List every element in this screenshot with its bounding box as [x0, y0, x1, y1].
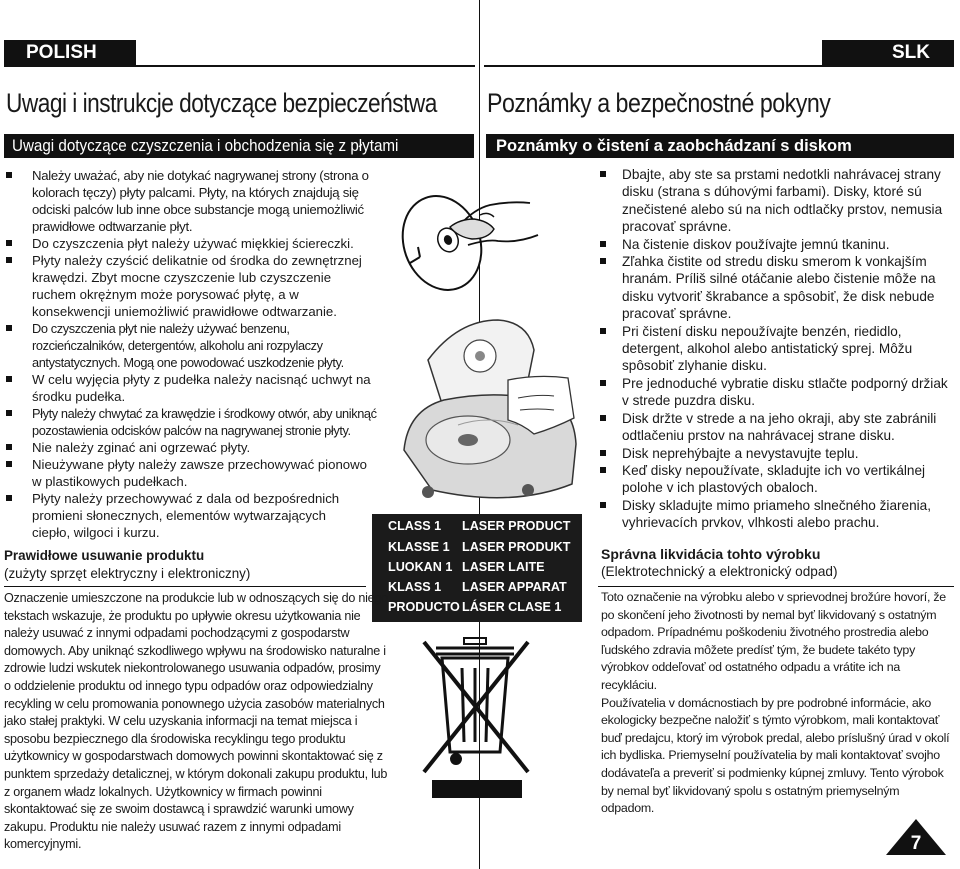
section-title-polish: [4, 134, 474, 158]
list-item: Do czyszczenia płyt nie należy używać benzenu, rozcieńczalników, detergentów, alkoholu ani rozpylaczy antystatycznych. Mogą one powodować uszkodzenie płyty.: [4, 320, 352, 371]
polish-bullet-list: [4, 167, 377, 541]
list-item: Disky skladujte mimo priameho slnečného žiarenia, vyhrievacích prvkov, vlhkosti alebo prachu.: [598, 497, 950, 532]
page-title-slovak: Poznámky a bezpečnostné pokyny: [487, 88, 831, 118]
list-item: Na čistenie diskov používajte jemnú tkaninu.: [598, 236, 950, 253]
disposal-paragraph: Používatelia v domácnostiach by pre podrobné informácie, ako ekologicky bezpečne naložiť s týmto výrobkom, mali kontaktovať buď predajcu, ktorý im výrobok predal, alebo príslušný úrad v okolí ich bydliska. Priemyselní používatelia by mali kontaktovať svojho dodávateľa a preveriť si podmienky kúpnej zmluvy. Tento výrobok by nemal byť likvidovaný spolu s ostatným priemyselným odpadom.: [601, 695, 950, 816]
list-item: Należy uważać, aby nie dotykać nagrywanej strony (strona o kolorach tęczy) płyty palcami. Płyty, na których znajdują się odciski palców lub inne obce substancje mogą uniemożliwić prawidłowe odtwarzanie płyt.: [4, 167, 378, 235]
disposal-body-polish: [4, 590, 389, 854]
disposal-rule-slovak: [598, 586, 954, 587]
disposal-title-slovak: Správna likvidácia tohto výrobku: [601, 546, 821, 562]
list-item: Pri čistení disku nepoužívajte benzén, riedidlo, detergent, alkohol alebo antistatický sprej. Môžu spôsobiť zlyhanie disku.: [598, 323, 950, 375]
disc-cleaning-illustration: [380, 185, 550, 315]
list-item: Disk neprehýbajte a nevystavujte teplu.: [598, 445, 950, 462]
crossed-out-wheelie-bin-icon: [420, 632, 535, 802]
page-title-polish: Uwagi i instrukcje dotyczące bezpieczeństwa: [6, 88, 437, 118]
laser-label-row: CLASS 1 LASER PRODUCT: [388, 519, 571, 533]
list-item: Płyty należy przechowywać z dala od bezpośrednich promieni słonecznych, elementów wytwarzających ciepło, wilgoci i kurzu.: [4, 490, 367, 541]
header-rule-left: [4, 65, 475, 67]
section-title-slovak: Poznámky o čistení a zaobchádzaní s diskom: [486, 134, 954, 158]
laser-label-row: KLASSE 1 LASER PRODUKT: [388, 540, 571, 554]
list-item: Disk držte v strede a na jeho okraji, aby ste zabránili odtlačeniu prstov na nahrávacej strane disku.: [598, 410, 950, 445]
disposal-body-slovak: [601, 589, 951, 818]
language-tab-slovak: SLK: [822, 40, 954, 65]
disposal-rule-polish: [4, 586, 366, 587]
disposal-paragraph: Toto označenie na výrobku alebo v sprievodnej brožúre hovorí, že po skončení jeho životnosti by nemal byť likvidovaný s ostatným odpadom. Prípadnému poškodeniu životného prostredia alebo ľudského zdravia môžete predísť tým, že budete takéto typy výrobkov oddeľovať od ostatného odpadu a vrátite ich na recykláciu.: [601, 590, 946, 692]
slovak-bullet-list: [598, 166, 950, 532]
list-item: W celu wyjęcia płyty z pudełka należy nacisnąć uchwyt na środku pudełka.: [4, 371, 377, 405]
header-rule-right: [484, 65, 954, 67]
page-number: 7: [910, 833, 922, 854]
disposal-paragraph: Oznaczenie umieszczone na produkcie lub w odnoszących się do niego tekstach wskazuje, że produktu po upływie okresu użytkowania nie należy usuwać z innymi odpadami pochodzącymi z gospodarstw domowych. Aby uniknąć szkodliwego wpływu na środowisko naturalne i zdrowie ludzi wskutek niekontrolowanego usuwania odpadów, prosimy o oddzielenie produktu od innego typu odpadów oraz odpowiedzialny recykling w celu promowania ponownego użycia zasobów materialnych jako stałej praktyki. W celu uzyskania informacji na temat miejsca i sposobu bezpiecznego dla środowiska recyklingu tego produktu użytkownicy w gospodarstwach domowych powinni skontaktować się z punktem sprzedaży detalicznej, w którym dokonali zakupu produktu, lub z organem władz lokalnych. Użytkownicy w firmach powinni skontaktować się ze swoim dostawcą i sprawdzić warunki umowy zakupu. Produktu nie należy usuwać razem z innymi odpadami komercyjnymi.: [4, 591, 388, 852]
list-item: Nie należy zginać ani ogrzewać płyty.: [4, 439, 362, 456]
laser-label-row: LUOKAN 1 LASER LAITE: [388, 560, 545, 574]
list-item: Płyty należy czyścić delikatnie od środka do zewnętrznej krawędzi. Zbyt mocne czyszczenie lub czyszczenie ruchem okrężnym może porysować płytę, a w konsekwencji uniemożliwić prawidłowe odtwarzanie.: [4, 252, 377, 320]
list-item: Pre jednoduché vybratie disku stlačte podporný držiak v strede puzdra disku.: [598, 375, 950, 410]
disposal-subtitle-slovak: (Elektrotechnický a elektronický odpad): [601, 564, 838, 579]
laser-class-label: [372, 514, 582, 622]
laser-label-row: PRODUCTO LÁSER CLASE 1: [388, 600, 562, 614]
list-item: Płyty należy chwytać za krawędzie i środkowy otwór, aby uniknąć pozostawienia odcisków palców na nagrywanej stronie płyty.: [4, 405, 387, 439]
section-title-polish-text: Uwagi dotyczące czyszczenia i obchodzenia się z płytami: [12, 137, 399, 155]
list-item: Dbajte, aby ste sa prstami nedotkli nahrávacej strany disku (strana s dúhovými farbami). Disky, ktoré sú znečistené alebo sú na nich odtlačky prstov, nemusia pracovať správne.: [598, 166, 950, 236]
list-item: Do czyszczenia płyt należy używać miękkiej ściereczki.: [4, 235, 362, 252]
disc-case-illustration: [398, 310, 588, 515]
page-number-badge: [886, 819, 946, 855]
laser-label-row: KLASS 1 LASER APPARAT: [388, 580, 567, 594]
disposal-subtitle-polish: (zużyty sprzęt elektryczny i elektroniczny): [4, 566, 251, 581]
list-item: Keď disky nepoužívate, skladujte ich vo vertikálnej polohe v ich plastových obaloch.: [598, 462, 950, 497]
disposal-title-polish: Prawidłowe usuwanie produktu: [4, 548, 205, 563]
list-item: Zľahka čistite od stredu disku smerom k vonkajším hranám. Príliš silné otáčanie alebo čistenie môže na disku vytvoriť škrabance a spôsobiť, že disk nebude pracovať správne.: [598, 253, 950, 323]
language-tab-polish: POLISH: [4, 40, 136, 65]
list-item: Nieużywane płyty należy zawsze przechowywać pionowo w plastikowych pudełkach.: [4, 456, 367, 490]
